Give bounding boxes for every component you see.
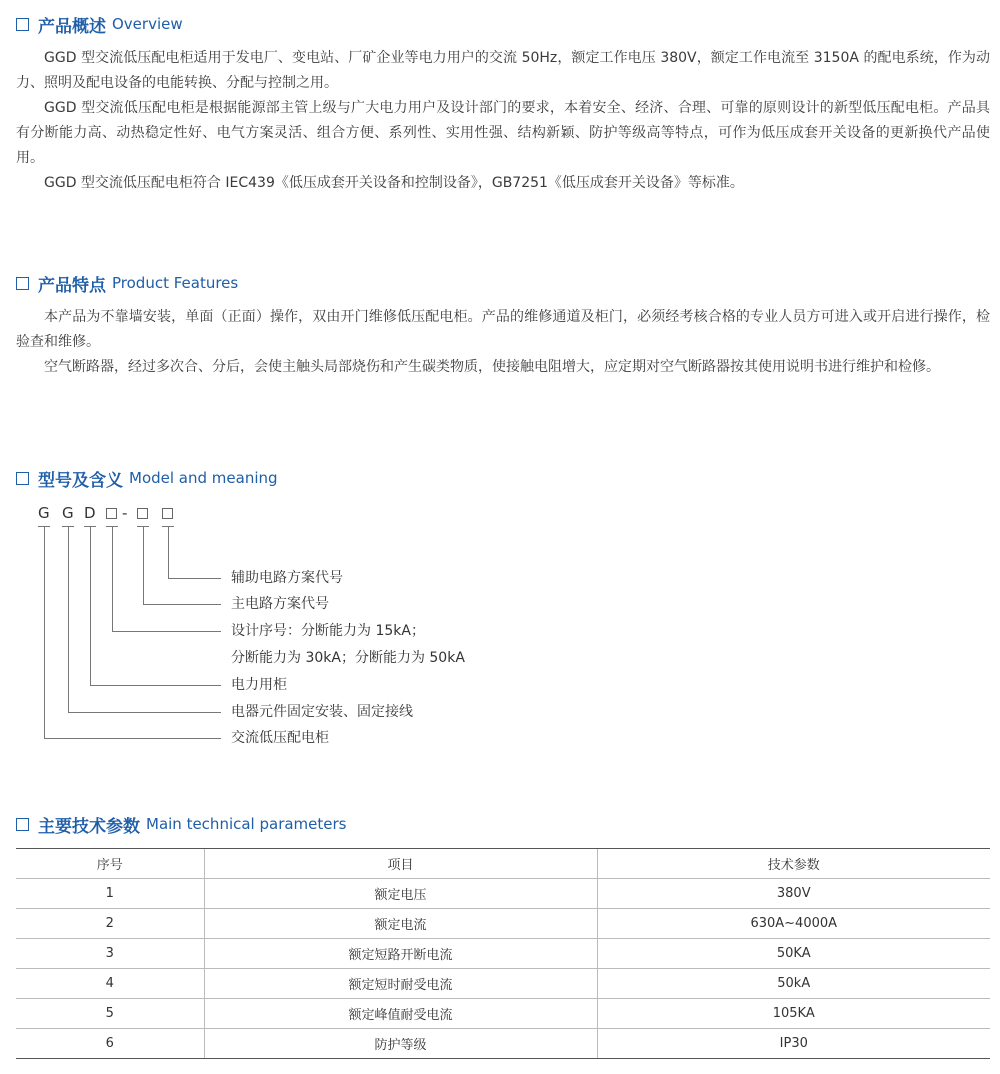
code-letter-d: D [84,504,96,522]
cell-item: 额定电压 [204,879,597,909]
checkbox-icon [16,818,29,831]
connector-line [168,526,169,578]
connector-line [68,712,221,713]
code-box-aux [162,508,173,519]
connector-line [143,526,144,604]
params-title-en: Main technical parameters [146,815,347,833]
cell-value: 380V [597,879,990,909]
cell-seq: 1 [16,879,204,909]
table-row [16,1029,990,1059]
cell-seq: 3 [16,939,204,969]
label-aux-circuit: 辅助电路方案代号 [231,570,343,586]
params-heading [16,812,990,836]
table-row [16,909,990,939]
code-dash: - [122,504,128,522]
table-row [16,999,990,1029]
header-seq: 序号 [16,849,204,879]
connector-line [90,526,91,685]
code-letter-g1: G [38,504,50,522]
code-box-design [106,508,117,519]
connector-line [44,738,221,739]
cell-seq: 4 [16,969,204,999]
cell-item: 防护等级 [204,1029,597,1059]
table-row [16,879,990,909]
connector-line [168,578,221,579]
params-table [16,848,990,1059]
label-fixed-install: 电器元件固定安装、固定接线 [231,704,413,720]
label-power-cabinet: 电力用柜 [231,677,287,693]
cell-seq: 2 [16,909,204,939]
checkbox-icon [16,18,29,31]
overview-paragraph: GGD 型交流低压配电柜适用于发电厂、变电站、厂矿企业等电力用户的交流 50Hz，额定工作电压 380V，额定工作电流至 3150A 的配电系统，作为动力、照明及配电设备的电能转换、分配与控制之用。 [16,50,990,91]
model-diagram [16,462,616,762]
params-title-cn: 主要技术参数 [38,816,140,837]
connector-line [44,526,45,738]
cell-seq: 6 [16,1029,204,1059]
cell-item: 额定短时耐受电流 [204,969,597,999]
model-title-en: Model and meaning [129,469,278,487]
cell-item: 额定峰值耐受电流 [204,999,597,1029]
cell-value: 50kA [597,969,990,999]
header-item: 项目 [204,849,597,879]
model-title-cn: 型号及含义 [38,470,123,491]
features-title-en: Product Features [112,274,239,292]
connector-line [112,631,221,632]
label-main-circuit: 主电路方案代号 [231,596,329,612]
cell-value: 105KA [597,999,990,1029]
checkbox-icon [16,277,29,290]
overview-title-en: Overview [112,15,183,33]
header-value: 技术参数 [597,849,990,879]
features-heading [16,271,990,295]
params-heading-section [16,812,990,836]
overview-section [16,12,990,196]
overview-paragraph: GGD 型交流低压配电柜符合 IEC439《低压成套开关设备和控制设备》，GB7251《低压成套开关设备》等标准。 [44,175,744,191]
features-paragraph: 空气断路器，经过多次合、分后，会使主触头局部烧伤和产生碳类物质，使接触电阻增大，应定期对空气断路器按其使用说明书进行维护和检修。 [44,359,940,375]
overview-heading [16,12,990,36]
features-section [16,271,990,380]
overview-paragraph: GGD 型交流低压配电柜是根据能源部主管上级与广大电力用户及设计部门的要求，本着安全、经济、合理、可靠的原则设计的新型低压配电柜。产品具有分断能力高、动热稳定性好、电气方案灵活、组合方便、系列性、实用性强、结构新颖、防护等级高等特点，可作为低压成套开关设备的更新换代产品使用。 [16,100,990,166]
code-box-main [137,508,148,519]
label-design-seq-2: 分断能力为 30kA；分断能力为 50kA [231,650,465,666]
connector-line [90,685,221,686]
connector-line [143,604,221,605]
cell-item: 额定电流 [204,909,597,939]
cell-item: 额定短路开断电流 [204,939,597,969]
features-paragraph: 本产品为不靠墙安装，单面（正面）操作，双由开门维修低压配电柜。产品的维修通道及柜门，必须经考核合格的专业人员方可进入或开启进行操作，检验查和维修。 [16,309,990,350]
cell-value: IP30 [597,1029,990,1059]
label-ac-lv-cabinet: 交流低压配电柜 [231,730,329,746]
cell-value: 630A~4000A [597,909,990,939]
cell-value: 50KA [597,939,990,969]
connector-line [112,526,113,631]
overview-title-cn: 产品概述 [38,16,106,37]
code-letter-g2: G [62,504,74,522]
cell-seq: 5 [16,999,204,1029]
table-row [16,969,990,999]
features-title-cn: 产品特点 [38,275,106,296]
table-header-row [16,849,990,879]
label-design-seq-1: 设计序号：分断能力为 15kA； [231,623,425,639]
connector-line [68,526,69,712]
table-row [16,939,990,969]
